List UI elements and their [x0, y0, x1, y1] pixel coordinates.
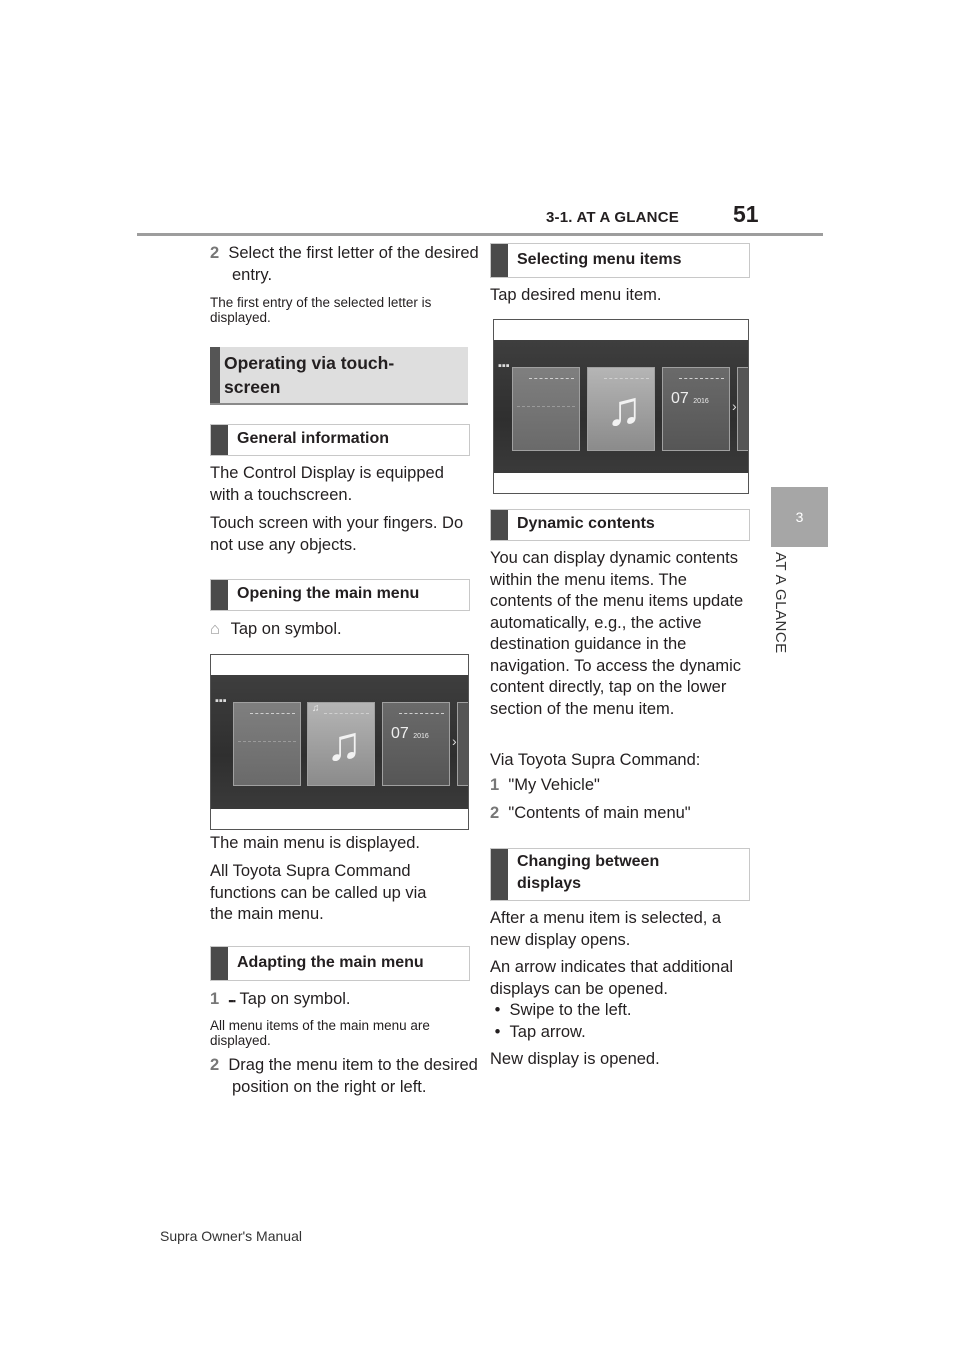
- menu-tile-vehicle: [233, 702, 301, 786]
- heading-bar: [491, 510, 508, 540]
- menu-tile-phone: [662, 367, 730, 451]
- bullet-text: Tap arrow.: [509, 1023, 586, 1041]
- chapter-side-label-text: AT A GLANCE: [772, 552, 789, 654]
- menu-tile-phone: [382, 702, 450, 786]
- step-number: 2: [490, 804, 500, 822]
- heading-general-information: [210, 424, 470, 456]
- step-text: Tap on symbol.: [239, 990, 351, 1008]
- tile-divider: [517, 406, 575, 408]
- para-dynamic-contents: You can display dynamic contents within the menu items. The contents of the menu items update automatically, e.g., the active destination guidance in the navigation. To access the dynamic content directly, tap on the lower section of the menu item.: [490, 549, 744, 718]
- para-via-command: Via Toyota Supra Command:: [490, 751, 701, 769]
- menu-tile-media: [307, 702, 375, 786]
- para-tap-item: Tap desired menu item.: [490, 286, 662, 304]
- bullet-tap-arrow: • Tap arrow.: [490, 1023, 586, 1041]
- step-number: 1: [490, 776, 500, 794]
- para-touchscreen: The Control Display is equipped with a touchscreen.: [210, 464, 444, 504]
- step-text: "Contents of main menu": [508, 804, 691, 822]
- date-day: 07: [391, 725, 409, 742]
- menu-tile-next: [737, 367, 749, 451]
- heading-adapting-main-menu: [210, 946, 470, 981]
- heading-bar: [211, 580, 228, 610]
- step-select-letter: [210, 243, 487, 286]
- screen-display: [211, 675, 468, 809]
- tile-title-line: [250, 713, 295, 715]
- tap-home-symbol: [210, 619, 468, 641]
- music-note-small-icon: ♫: [312, 703, 320, 714]
- manual-footer: Supra Owner's Manual: [160, 1228, 302, 1244]
- menu-tile-media: [587, 367, 655, 451]
- step-text: Select the first letter of the desired entry.: [228, 244, 479, 284]
- tile-divider: [238, 741, 296, 743]
- tap-text: Tap on symbol.: [230, 620, 342, 638]
- heading-bar: [210, 347, 220, 403]
- heading-text: Operating via touch-screen: [224, 353, 395, 397]
- tile-title-line: [604, 378, 649, 380]
- heading-text: Changing between displays: [517, 853, 660, 892]
- section-title: 3-1. AT A GLANCE: [546, 209, 679, 226]
- menu-grid-icon: ▪▪▪: [215, 695, 227, 707]
- heading-bar: [211, 425, 228, 455]
- heading-bar: [211, 947, 228, 980]
- main-menu-screenshot: [210, 654, 469, 830]
- heading-opening-main-menu: [210, 579, 470, 611]
- step-contents-main-menu: [490, 803, 748, 825]
- menu-grid-icon: ▪▪▪: [228, 996, 235, 1006]
- bullet-swipe: • Swipe to the left.: [490, 1001, 632, 1019]
- step-text: "My Vehicle": [508, 776, 600, 794]
- note-first-entry: The first entry of the selected letter is displayed.: [210, 295, 432, 325]
- date-readout: [391, 725, 429, 743]
- para-arrow-indicates: An arrow indicates that additional displays can be opened.: [490, 958, 734, 998]
- tile-title-line: [399, 713, 444, 715]
- heading-touchscreen: [210, 347, 468, 405]
- home-icon: ⌂: [210, 620, 220, 638]
- step-text: Drag the menu item to the desired position on the right or left.: [228, 1056, 478, 1096]
- para-new-display-opened: New display is opened.: [490, 1050, 660, 1068]
- date-year: 2016: [693, 398, 709, 405]
- page-number: 51: [733, 201, 759, 227]
- music-note-icon: ♫: [606, 383, 642, 436]
- para-fingers: Touch screen with your fingers. Do not use any objects.: [210, 514, 464, 554]
- header-rule: [137, 233, 823, 236]
- tile-title-line: [529, 378, 574, 380]
- step-number: 1: [210, 990, 220, 1008]
- step-drag-item: [210, 1055, 487, 1098]
- step-my-vehicle: [490, 775, 748, 797]
- step-number: 2: [210, 244, 220, 262]
- para-new-display: After a menu item is selected, a new display opens.: [490, 909, 722, 949]
- bullet-text: Swipe to the left.: [509, 1001, 632, 1019]
- heading-text: Selecting menu items: [517, 251, 682, 268]
- heading-bar: [491, 849, 508, 900]
- para-menu-displayed: The main menu is displayed.: [210, 834, 421, 852]
- screen-display: [494, 340, 748, 473]
- select-item-screenshot: [493, 319, 749, 494]
- heading-changing-displays: [490, 848, 750, 901]
- note-all-items: All menu items of the main menu are displayed.: [210, 1018, 430, 1048]
- music-note-icon: ♫: [326, 718, 362, 771]
- date-readout: [671, 390, 709, 408]
- arrow-right-icon: ›: [452, 733, 457, 749]
- heading-text: General information: [237, 430, 390, 447]
- heading-bar: [491, 244, 508, 277]
- para-all-functions: All Toyota Supra Command functions can be called up via the main menu.: [210, 862, 427, 923]
- heading-text: Dynamic contents: [517, 515, 655, 532]
- arrow-right-icon: ›: [732, 398, 737, 414]
- date-year: 2016: [413, 733, 429, 740]
- heading-dynamic-contents: [490, 509, 750, 541]
- tile-title-line: [324, 713, 369, 715]
- step-tap-symbol: [210, 989, 468, 1013]
- menu-grid-icon: ▪▪▪: [498, 360, 510, 372]
- menu-tile-vehicle: [512, 367, 580, 451]
- step-number: 2: [210, 1056, 220, 1074]
- date-day: 07: [671, 390, 689, 407]
- heading-text: Opening the main menu: [237, 585, 420, 602]
- tile-title-line: [679, 378, 724, 380]
- heading-text: Adapting the main menu: [237, 954, 424, 971]
- menu-tile-next: [457, 702, 469, 786]
- chapter-tab: 3: [771, 487, 828, 547]
- heading-selecting-menu-items: [490, 243, 750, 278]
